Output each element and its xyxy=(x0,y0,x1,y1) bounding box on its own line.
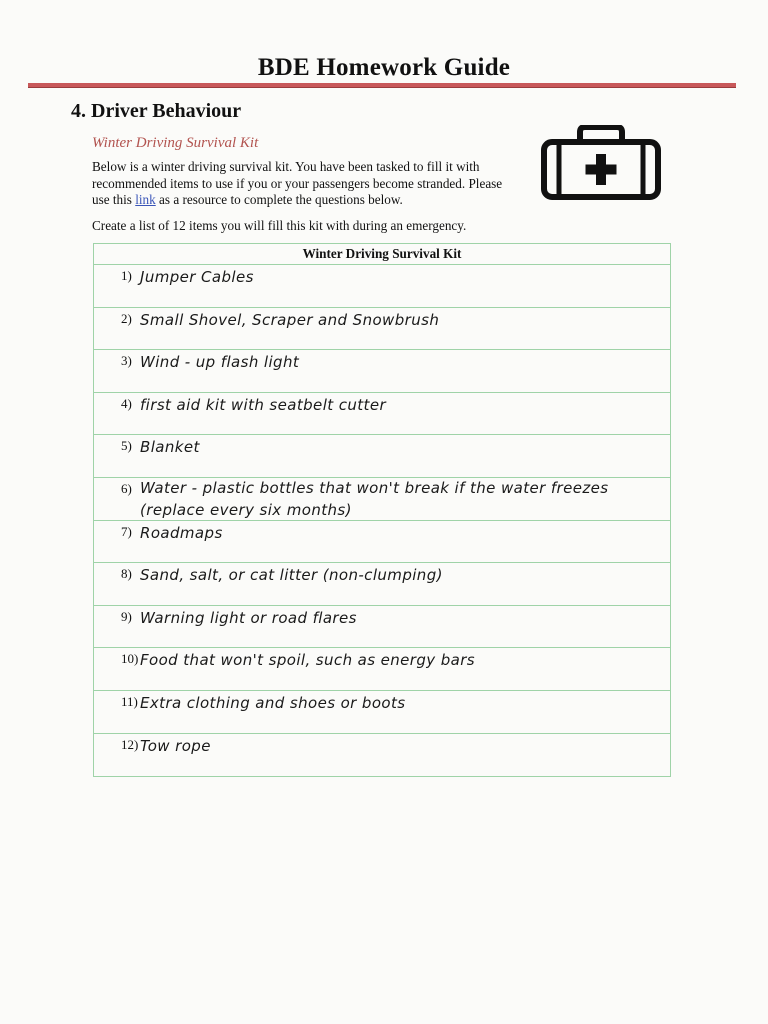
row-number: 6) xyxy=(121,480,132,496)
row-number: 4) xyxy=(121,395,132,411)
row-answer[interactable]: Tow rope xyxy=(140,736,211,755)
row-number: 8) xyxy=(121,566,132,582)
table-row xyxy=(94,265,670,308)
table-row xyxy=(94,478,670,521)
intro-text-before-link: Below is a winter driving survival kit. You have been tasked to fill it with recommended items to use if you or your passengers become stranded. Please use this xyxy=(92,159,503,207)
survival-kit-table xyxy=(93,243,671,777)
instruction-text: Create a list of 12 items you will fill this kit with during an emergency. xyxy=(92,218,467,233)
resource-link[interactable]: link xyxy=(135,192,156,207)
row-answer[interactable]: Wind - up flash light xyxy=(140,353,300,372)
row-answer[interactable]: first aid kit with seatbelt cutter xyxy=(140,395,387,414)
table-row xyxy=(94,691,670,734)
row-number: 12) xyxy=(121,736,139,752)
intro-paragraph xyxy=(92,159,522,209)
document-title: BDE Homework Guide xyxy=(257,54,511,81)
row-number: 1) xyxy=(121,268,132,283)
row-answer[interactable]: Jumper Cables xyxy=(140,268,254,286)
row-number: 2) xyxy=(121,310,132,326)
row-answer[interactable]: Extra clothing and shoes or boots xyxy=(140,693,406,712)
row-number: 5) xyxy=(121,438,132,454)
table-row xyxy=(94,563,670,606)
table-row xyxy=(94,350,670,393)
table-row xyxy=(94,435,670,478)
row-answer[interactable]: Small Shovel, Scraper and Snowbrush xyxy=(140,310,440,329)
section-heading: 4. Driver Behaviour xyxy=(71,100,242,122)
row-number: 10) xyxy=(121,651,139,667)
first-aid-kit-icon xyxy=(540,125,662,200)
row-number: 3) xyxy=(121,353,132,369)
section-subheading: Winter Driving Survival Kit xyxy=(92,135,259,151)
row-answer[interactable]: Food that won't spoil, such as energy bars xyxy=(140,651,476,670)
row-answer[interactable]: Sand, salt, or cat litter (non-clumping) xyxy=(140,566,443,585)
table-row xyxy=(94,521,670,564)
row-answer[interactable]: Blanket xyxy=(140,438,200,457)
table-row xyxy=(94,606,670,649)
row-number: 7) xyxy=(121,523,132,539)
row-number: 11) xyxy=(121,693,138,709)
table-row xyxy=(94,393,670,436)
title-divider xyxy=(28,83,736,88)
table-row xyxy=(94,648,670,691)
table-row xyxy=(94,308,670,351)
row-answer[interactable]: Roadmaps xyxy=(140,523,223,542)
table-header: Winter Driving Survival Kit xyxy=(94,244,670,265)
intro-text-after-link: as a resource to complete the questions below. xyxy=(155,192,403,207)
table-row xyxy=(94,734,670,777)
row-answer[interactable]: Warning light or road flares xyxy=(140,608,357,627)
row-number: 9) xyxy=(121,608,132,624)
row-answer[interactable]: Water - plastic bottles that won't break if the water freezes (replace every six months) xyxy=(140,478,609,519)
